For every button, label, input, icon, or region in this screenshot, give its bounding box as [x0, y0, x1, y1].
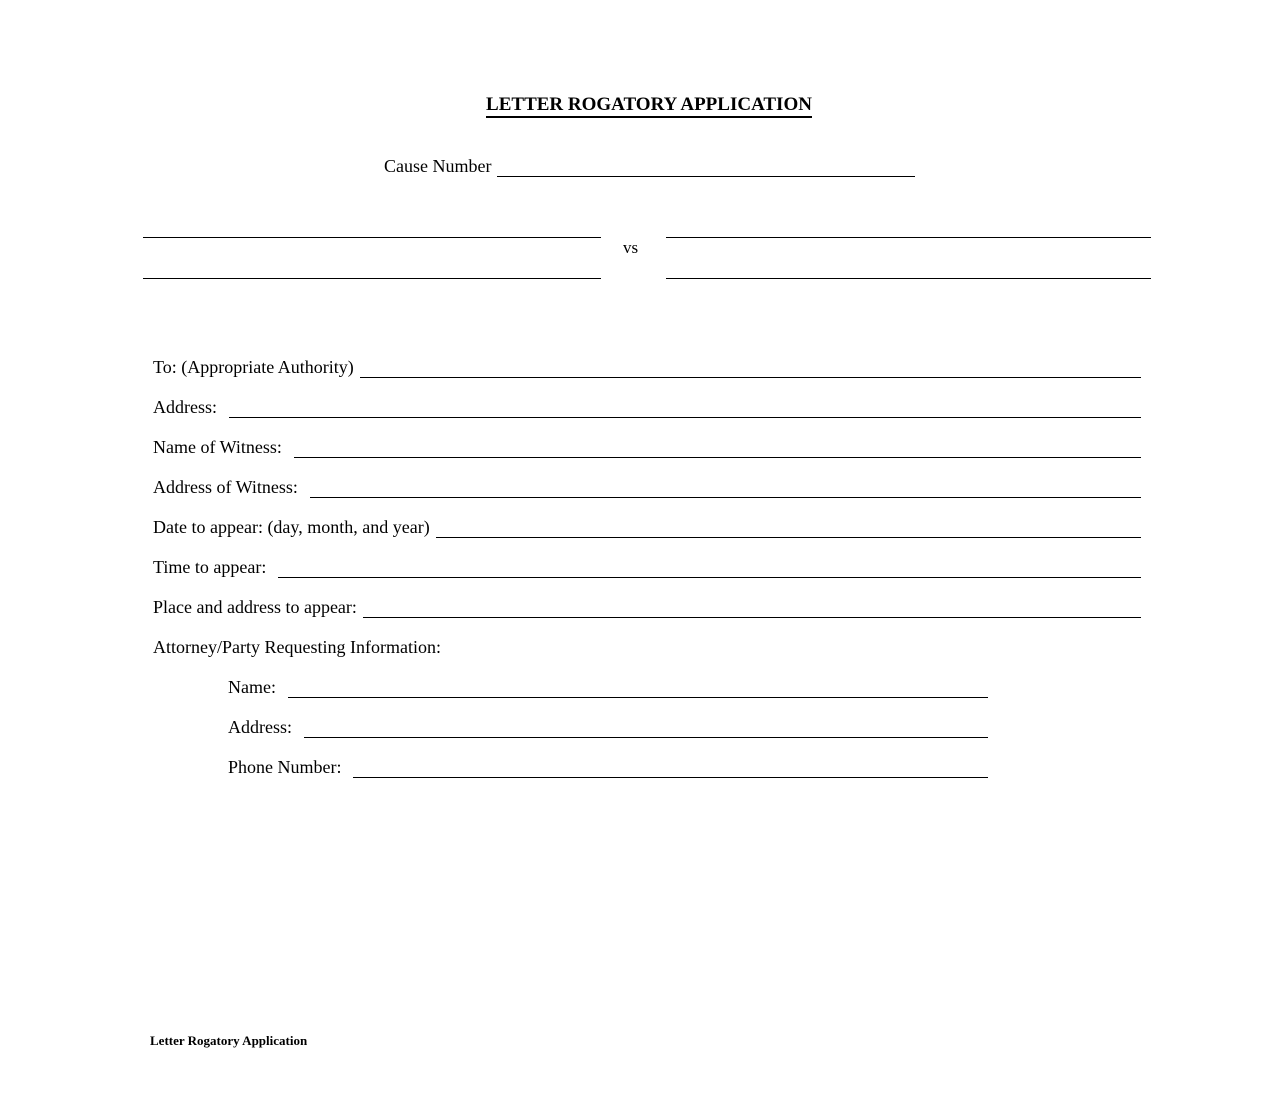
vs-label: vs	[623, 238, 639, 257]
field-row	[228, 757, 988, 778]
plaintiff-line-1[interactable]	[143, 237, 601, 238]
date-to-appear-field[interactable]	[436, 517, 1141, 538]
field-row	[153, 557, 1141, 578]
field-label: Address:	[153, 397, 217, 417]
field-label: Time to appear:	[153, 557, 267, 577]
authority-field[interactable]	[360, 357, 1141, 378]
cause-number-field[interactable]	[497, 156, 915, 177]
attorney-address-field[interactable]	[304, 717, 988, 738]
field-label: Name:	[228, 677, 276, 697]
footer-text: Letter Rogatory Application	[150, 1033, 308, 1048]
field-label: Address:	[228, 717, 292, 737]
attorney-name-field[interactable]	[288, 677, 988, 698]
field-label: Name of Witness:	[153, 437, 282, 457]
plaintiff-line-2[interactable]	[143, 278, 601, 279]
field-row	[153, 597, 1141, 618]
field-label: Date to appear: (day, month, and year)	[153, 517, 430, 537]
time-to-appear-field[interactable]	[278, 557, 1141, 578]
field-label: Phone Number:	[228, 757, 342, 777]
field-row	[153, 397, 1141, 418]
cause-number-row	[384, 156, 915, 177]
witness-address-field[interactable]	[310, 477, 1141, 498]
field-row	[228, 717, 988, 738]
defendant-line-2[interactable]	[666, 278, 1151, 279]
field-row	[153, 437, 1141, 458]
defendant-line-1[interactable]	[666, 237, 1151, 238]
field-label: Place and address to appear:	[153, 597, 357, 617]
field-label: Address of Witness:	[153, 477, 298, 497]
field-row	[153, 517, 1141, 538]
field-row	[228, 677, 988, 698]
attorney-heading: Attorney/Party Requesting Information:	[153, 637, 441, 657]
field-row	[153, 357, 1141, 378]
field-label: To: (Appropriate Authority)	[153, 357, 354, 377]
attorney-phone-field[interactable]	[353, 757, 988, 778]
witness-name-field[interactable]	[294, 437, 1141, 458]
address-field[interactable]	[229, 397, 1141, 418]
field-row	[153, 477, 1141, 498]
place-to-appear-field[interactable]	[363, 597, 1141, 618]
cause-number-label: Cause Number	[384, 156, 492, 176]
page-title: LETTER ROGATORY APPLICATION	[0, 94, 1265, 116]
